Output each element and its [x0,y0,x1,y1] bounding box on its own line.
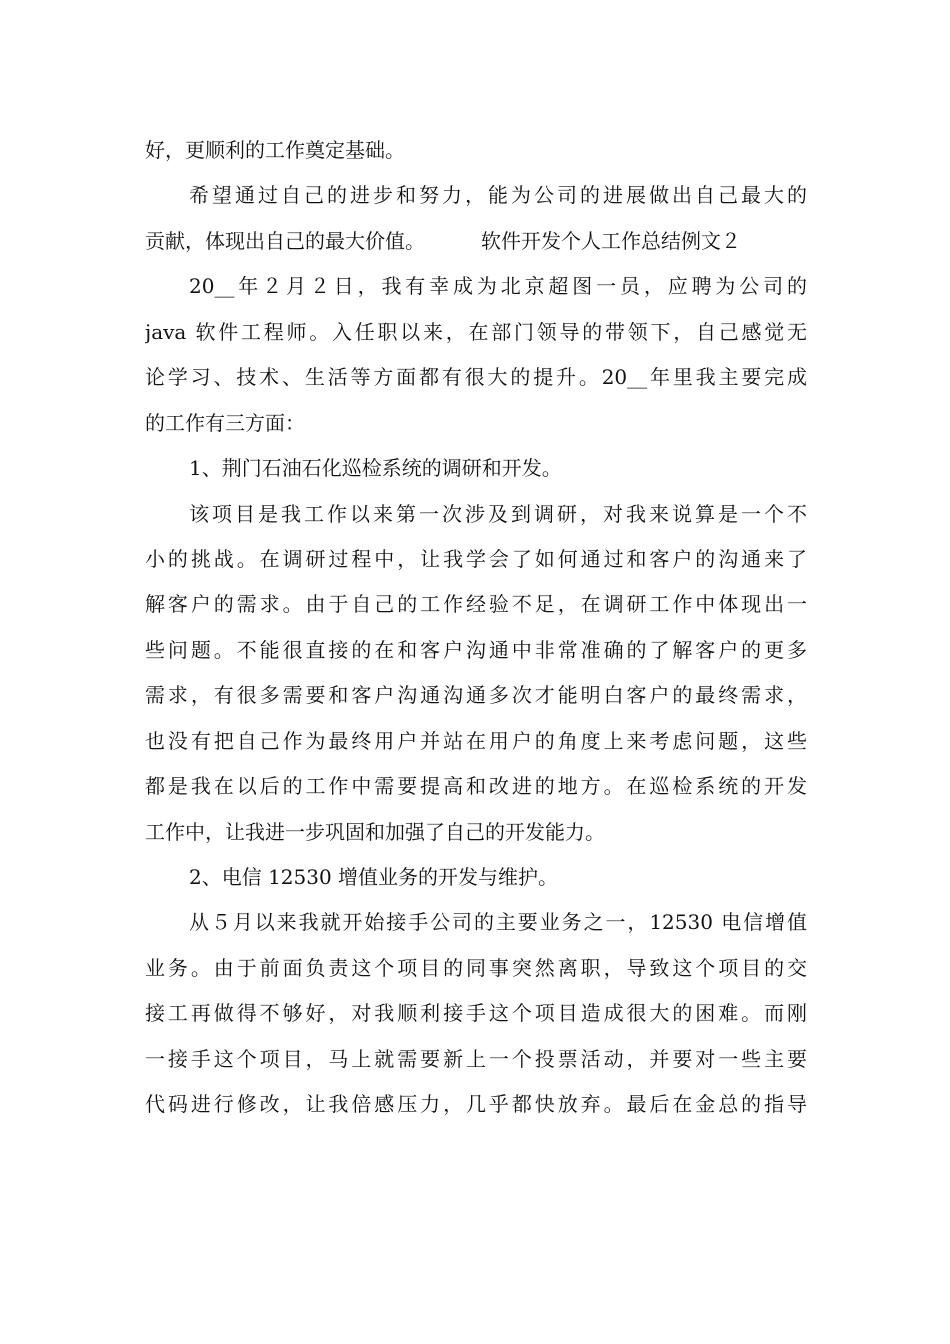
text-line: 工作中，让我进一步巩固和加强了自己的开发能力。 [145,819,605,844]
text-line: 需求，有很多需要和客户沟通沟通多次才能明白客户的最终需求， [145,683,807,708]
text-line: 些问题。不能很直接的在和客户沟通中非常准确的了解客户的更多 [145,637,807,662]
list-item-heading: 2、电信 12530 增值业务的开发与维护。 [189,865,559,889]
text-line: 解客户的需求。由于自己的工作经验不足，在调研工作中体现出一 [145,592,807,617]
text-line: 好，更顺利的工作奠定基础。 [145,138,405,162]
list-item-heading: 1、荆门石油石化巡检系统的调研和开发。 [189,456,562,481]
text-line: 从５月以来我就开始接手公司的主要业务之一，12530 电信增值 [189,910,807,935]
text-line: java 软件工程师。入任职以来，在部门领导的带领下，自己感觉无 [145,319,807,344]
text-line: 该项目是我工作以来第一次涉及到调研，对我来说算是一个不 [189,501,807,526]
text-line: 接工再做得不够好，对我顺利接手这个项目造成很大的困难。而刚 [145,1001,807,1026]
text-line: 的工作有三方面： [145,410,305,435]
text-line: 小的挑战。在调研过程中，让我学会了如何通过和客户的沟通来了 [145,546,807,571]
text-line: 代码进行修改，让我倍感压力，几乎都快放弃。最后在金总的指导 [145,1092,807,1117]
text-line: 论学习、技术、生活等方面都有很大的提升。20__年里我主要完成 [145,365,807,390]
text-line: 20__年２月２日，我有幸成为北京超图一员，应聘为公司的 [189,274,807,299]
text-line: 一接手这个项目，马上就需要新上一个投票活动，并要对一些主要 [145,1046,807,1071]
text-line: 业务。由于前面负责这个项目的同事突然离职，导致这个项目的交 [145,955,807,980]
text-line: 都是我在以后的工作中需要提高和改进的地方。在巡检系统的开发 [145,774,807,799]
text-line: 也没有把自己作为最终用户并站在用户的角度上来考虑问题，这些 [145,728,807,753]
paragraph-end-text: 贡献，体现出自己的最大价值。 [145,228,425,253]
text-line-with-heading [145,219,807,264]
section-heading: 软件开发个人工作总结例文２ [481,228,741,253]
text-line: 希望通过自己的进步和努力，能为公司的进展做出自己最大的 [189,183,807,208]
document-body [145,128,807,1128]
